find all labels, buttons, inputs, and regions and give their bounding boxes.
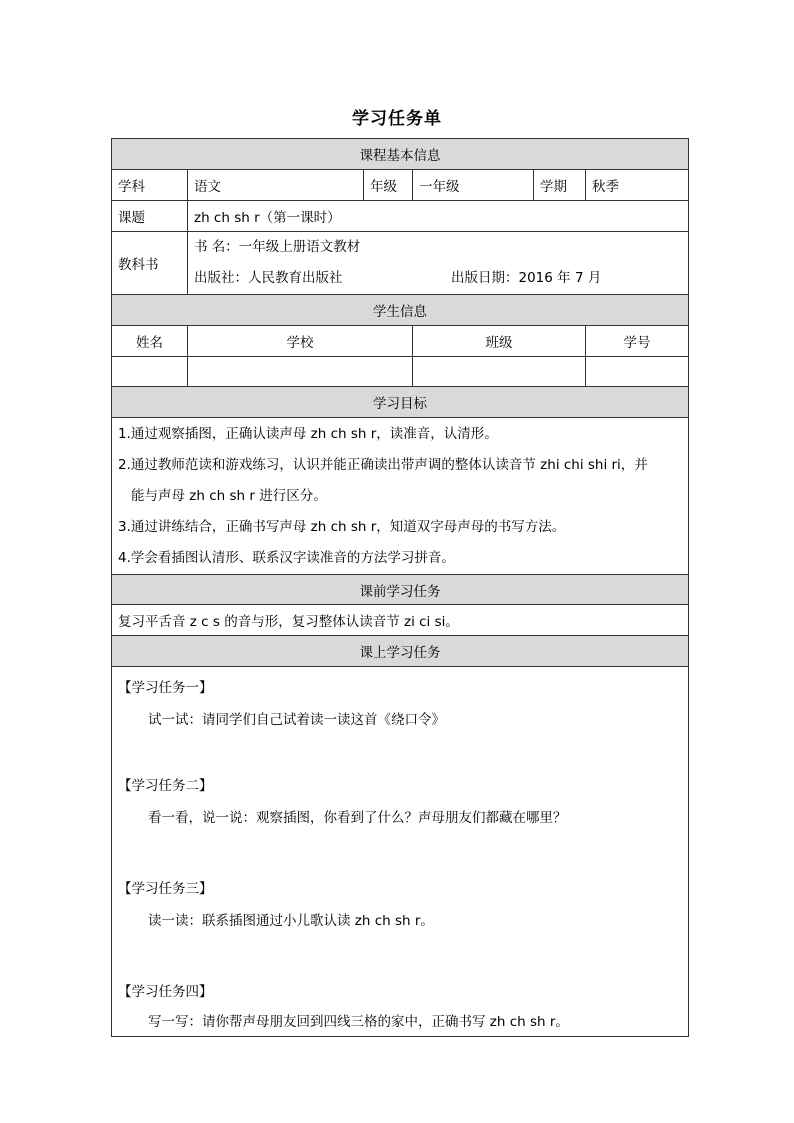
task-2-text: 看一看，说一说：观察插图，你看到了什么？声母朋友们都藏在哪里？ bbox=[148, 810, 567, 826]
topic-value: zh ch sh r（第一课时） bbox=[188, 201, 689, 232]
pre-tasks-header-row bbox=[112, 575, 689, 605]
name-cell[interactable] bbox=[112, 357, 188, 387]
publisher-line bbox=[188, 263, 688, 294]
task-3-text: 读一读：联系插图通过小儿歌认读 zh ch sh r。 bbox=[148, 913, 434, 929]
student-info-header: 学生信息 bbox=[112, 295, 689, 326]
objectives-row bbox=[112, 418, 689, 575]
task-4-text: 写一写：请你帮声母朋友回到四线三格的家中，正确书写 zh ch sh r。 bbox=[148, 1014, 569, 1030]
objective-2: 2.通过教师范读和游戏练习，认识并能正确读出带声调的整体认读音节 zhi chi shi ri，并 bbox=[118, 456, 648, 473]
task-1-text: 试一试：请同学们自己试着读一读这首《绕口令》 bbox=[148, 712, 445, 728]
subject-value: 语文 bbox=[188, 170, 364, 201]
student-input-row bbox=[112, 357, 689, 387]
objective-4: 4.学会看插图认清形、联系汉字读准音的方法学习拼音。 bbox=[118, 549, 455, 566]
objective-3: 3.通过讲练结合，正确书写声母 zh ch sh r，知道双字母声母的书写方法。 bbox=[118, 518, 566, 535]
school-cell[interactable] bbox=[188, 357, 413, 387]
student-header-row bbox=[112, 326, 689, 357]
task-3-space bbox=[118, 935, 682, 978]
textbook-row bbox=[112, 232, 689, 295]
objective-2-cont: 能与声母 zh ch sh r 进行区分。 bbox=[131, 487, 327, 504]
student-id-header: 学号 bbox=[586, 326, 689, 357]
objectives-header: 学习目标 bbox=[112, 387, 689, 418]
pre-tasks-row bbox=[112, 605, 689, 636]
publisher: 出版社：人民教育出版社 bbox=[194, 270, 343, 286]
pre-tasks-header: 课前学习任务 bbox=[112, 575, 689, 605]
grade-value: 一年级 bbox=[413, 170, 534, 201]
task-2-space bbox=[118, 832, 682, 875]
book-name: 书 名：一年级上册语文教材 bbox=[194, 239, 361, 255]
name-header: 姓名 bbox=[112, 326, 188, 357]
term-label: 学期 bbox=[534, 170, 586, 201]
subject-label: 学科 bbox=[112, 170, 188, 201]
grade-label: 年级 bbox=[364, 170, 413, 201]
class-tasks-row bbox=[112, 667, 689, 1037]
task-4-label: 【学习任务四】 bbox=[118, 984, 213, 1000]
course-info-header-row bbox=[112, 139, 689, 170]
task-1-label: 【学习任务一】 bbox=[118, 680, 213, 696]
student-info-header-row bbox=[112, 295, 689, 326]
course-info-header: 课程基本信息 bbox=[112, 139, 689, 170]
class-tasks-cell bbox=[112, 667, 689, 1037]
pre-task-text: 复习平舌音 z c s 的音与形，复习整体认读音节 zi ci si。 bbox=[112, 605, 689, 636]
publish-date: 出版日期：2016 年 7 月 bbox=[451, 270, 602, 286]
topic-row bbox=[112, 201, 689, 232]
task-3-label: 【学习任务三】 bbox=[118, 881, 213, 897]
objectives-header-row bbox=[112, 387, 689, 418]
class-header: 班级 bbox=[413, 326, 586, 357]
task-2-label: 【学习任务二】 bbox=[118, 778, 213, 794]
subject-row bbox=[112, 170, 689, 201]
textbook-label: 教科书 bbox=[112, 232, 188, 295]
term-value: 秋季 bbox=[586, 170, 689, 201]
objective-1: 1.通过观察插图，正确认读声母 zh ch sh r，读准音，认清形。 bbox=[118, 425, 498, 442]
class-cell[interactable] bbox=[413, 357, 586, 387]
class-tasks-header: 课上学习任务 bbox=[112, 636, 689, 667]
student-id-cell[interactable] bbox=[586, 357, 689, 387]
class-tasks-header-row bbox=[112, 636, 689, 667]
task-1-space bbox=[118, 734, 682, 772]
school-header: 学校 bbox=[188, 326, 413, 357]
task-sheet-table bbox=[111, 138, 689, 1037]
topic-label: 课题 bbox=[112, 201, 188, 232]
textbook-details bbox=[188, 232, 689, 295]
objectives-cell bbox=[112, 418, 689, 575]
document-title: 学习任务单 bbox=[352, 109, 442, 129]
